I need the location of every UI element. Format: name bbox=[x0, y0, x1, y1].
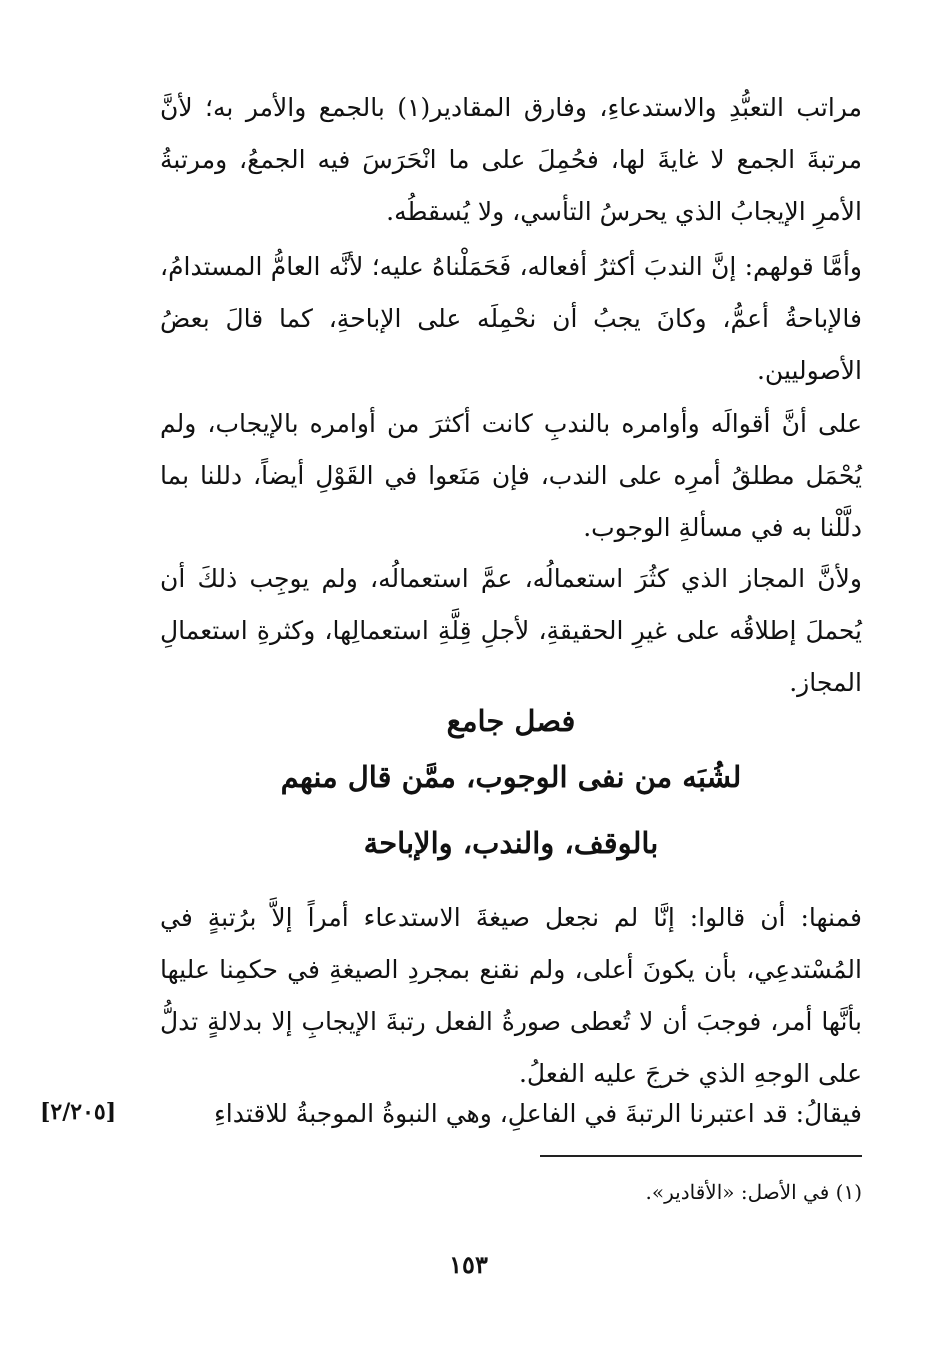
paragraph-4: ولأنَّ المجاز الذي كثُرَ استعمالُه، عمَّ استعمالُه، ولم يوجِب ذلكَ أن يُحملَ إطلاقُه على غيرِ الحقيقةِ، لأجلِ قِلَّةِ استعمالِها، وكثرةِ استعمالِ المجاز. bbox=[160, 564, 862, 697]
page-reference-mark: [٢/٢٠٥] bbox=[40, 1099, 117, 1125]
section-heading: فصل جامع bbox=[446, 704, 576, 738]
footnote: (١) في الأصل: «الأقادير». bbox=[645, 1180, 862, 1204]
paragraph-2: وأمَّا قولهم: إنَّ الندبَ أكثرُ أفعاله، فَحَمَلْناهُ عليه؛ لأنَّه العامُّ المستدامُ، فالإباحةُ أعمُّ، وكانَ يجبُ أن نحْمِلَه على الإباحةِ، كما قالَ بعضُ الأصوليين. bbox=[160, 252, 862, 385]
footnote-divider bbox=[540, 1155, 862, 1157]
paragraph-1: مراتب التعبُّدِ والاستدعاءِ، وفارق المقادير(١) بالجمع والأمر به؛ لأنَّ مرتبةَ الجمع لا غايةَ لها، فحُمِلَ على ما انْحَرَسَ فيه الجمعُ، ومرتبةُ الأمرِ الإيجابُ الذي يحرسُ التأسي، ولا يُسقطُه. bbox=[160, 93, 862, 226]
section-subheading-1: لشُبَه من نفى الوجوب، ممَّن قال منهم bbox=[280, 760, 742, 794]
page-number: ١٥٣ bbox=[449, 1250, 488, 1279]
paragraph-5: فمنها: أن قالوا: إنَّا لم نجعل صيغةَ الاستدعاء أمراً إلاَّ برُتبةٍ في المُسْتدعِي، بأن يكونَ أعلى، ولم نقنع بمجردِ الصيغةِ في حكمِنا عليها بأنَّها أمر، فوجبَ أن لا تُعطى صورةُ الفعل رتبةَ الإيجابِ إلا بدلالةٍ تدلُّ على الوجهِ الذي خرجَ عليه الفعلُ. bbox=[160, 903, 862, 1088]
paragraph-3: على أنَّ أقوالَه وأوامره بالندبِ كانت أكثرَ من أوامره بالإيجاب، ولم يُحْمَل مطلقُ أمرِه على الندب، فإن مَنَعوا في القَوْلِ أيضاً، دللنا بما دلَّلْنا به في مسألةِ الوجوب. bbox=[160, 409, 862, 542]
paragraph-6: فيقالُ: قد اعتبرنا الرتبةَ في الفاعلِ، وهي النبوةُ الموجبةُ للاقتداءِ bbox=[214, 1099, 862, 1128]
section-subheading-2: بالوقف، والندب، والإباحة bbox=[363, 826, 659, 860]
